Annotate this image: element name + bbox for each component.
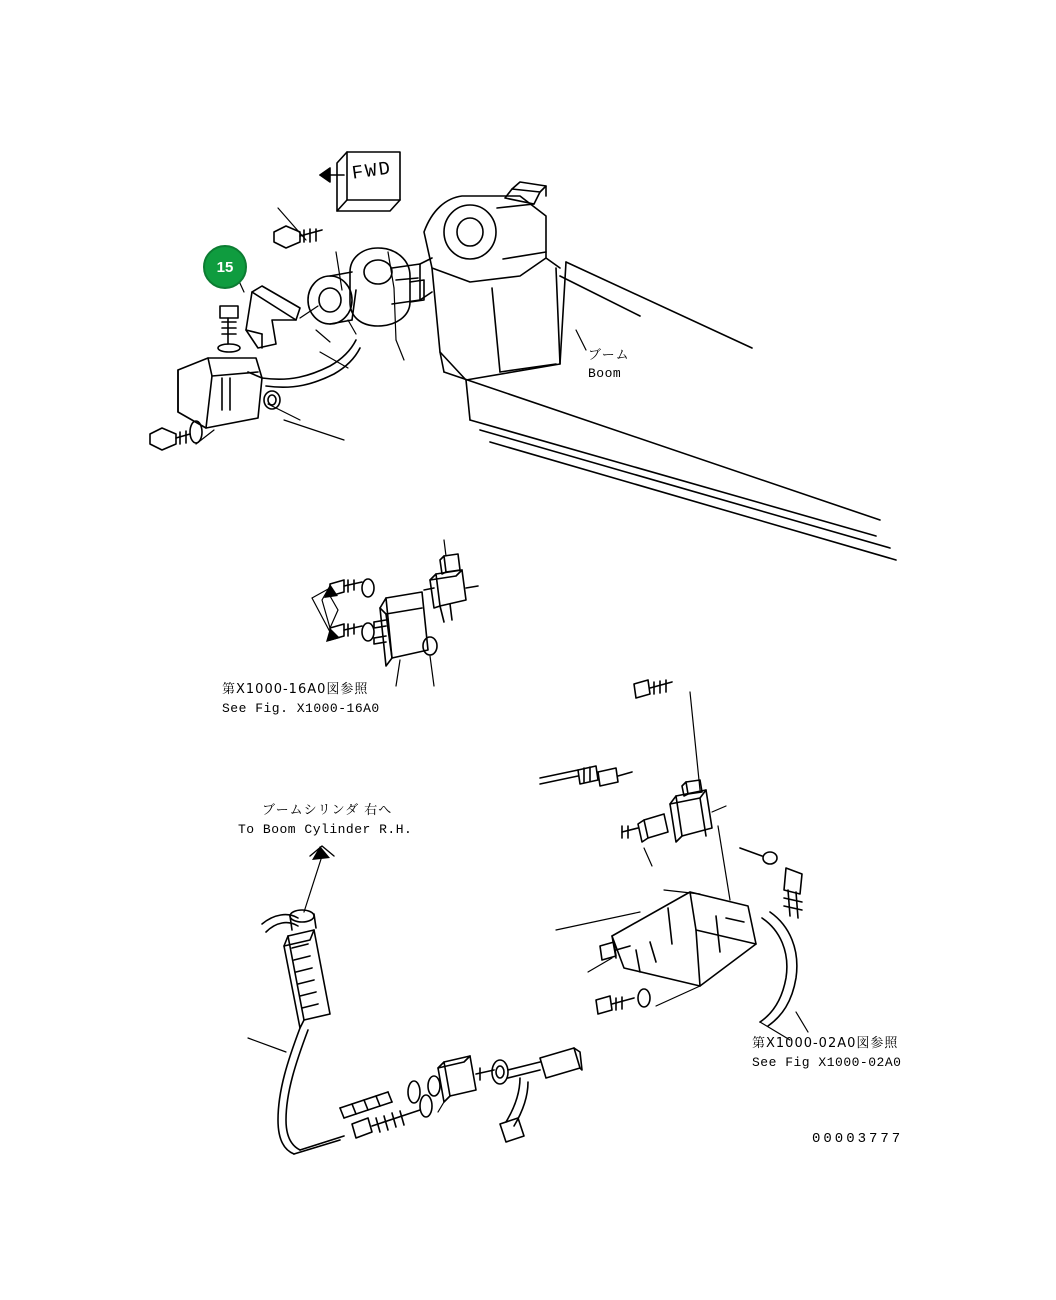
right-pin-collar bbox=[740, 848, 777, 864]
bolt-lower-left bbox=[150, 421, 202, 450]
right-lower-bolts bbox=[596, 942, 650, 1014]
lower-leader-lines bbox=[248, 846, 444, 1112]
see-fig-02a0-label-en: See Fig X1000-02A0 bbox=[752, 1055, 902, 1070]
mid-leader-lines bbox=[312, 540, 446, 686]
lower-union-fitting bbox=[428, 1048, 582, 1102]
fwd-label: FWD bbox=[350, 157, 394, 185]
bolt-upper bbox=[274, 226, 322, 248]
right-elbow-fitting bbox=[622, 814, 668, 842]
boom-label-jp: ブーム bbox=[588, 348, 630, 363]
right-curved-tube bbox=[760, 868, 802, 1026]
right-leader-lines bbox=[556, 692, 790, 1040]
right-hose-fitting bbox=[540, 766, 632, 786]
lower-long-bolt bbox=[340, 1081, 432, 1138]
right-bracket-frame bbox=[612, 892, 756, 986]
see-fig-16a0-label-en: See Fig. X1000-16A0 bbox=[222, 701, 380, 716]
see-fig-02a0-label-jp: 第X1000-02A0図参照 bbox=[752, 1036, 899, 1051]
mid-valve-body bbox=[424, 554, 478, 622]
caption-leader-lines bbox=[322, 586, 808, 1032]
boom-cylinder-hose bbox=[262, 910, 344, 1154]
to-boom-cylinder-label-en: To Boom Cylinder R.H. bbox=[238, 822, 413, 837]
leader-lines-upper bbox=[196, 208, 586, 444]
drawing-number: 00003777 bbox=[812, 1131, 904, 1147]
right-valve-block bbox=[670, 780, 712, 842]
callout-15[interactable] bbox=[203, 245, 247, 289]
bolt-vertical bbox=[218, 306, 240, 352]
to-boom-cylinder-label-jp: ブームシリンダ 右へ bbox=[262, 803, 393, 818]
mount-bracket bbox=[246, 286, 300, 348]
lower-hose-end bbox=[500, 1078, 528, 1142]
cover-guard bbox=[178, 358, 262, 428]
callout-15-label: 15 bbox=[216, 258, 234, 276]
mid-bracket-plate bbox=[374, 592, 428, 666]
boom-label-en: Boom bbox=[588, 366, 622, 381]
right-top-bolt bbox=[634, 680, 672, 698]
valve-block-assembly bbox=[308, 248, 432, 326]
see-fig-16a0-label-jp: 第X1000-16A0図参照 bbox=[222, 682, 369, 697]
boom-structure bbox=[424, 182, 896, 560]
